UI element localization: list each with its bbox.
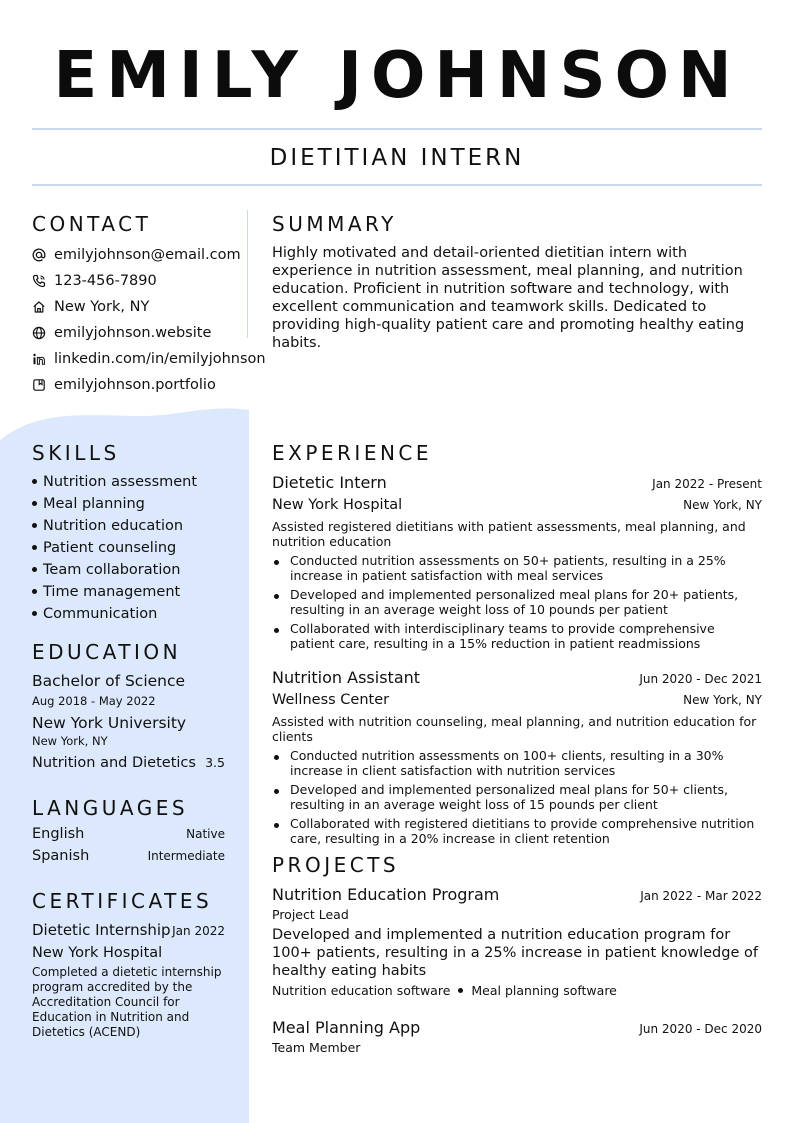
contact-phone[interactable]: [32, 268, 262, 294]
bullet-dot: [32, 567, 37, 572]
skill-label: Team collaboration: [43, 562, 181, 578]
project-entry: [272, 884, 762, 1000]
bullet-dot: [272, 587, 290, 617]
experience-entry: [272, 667, 762, 850]
job-title: Nutrition Assistant: [272, 668, 421, 687]
header-rule-bottom: [32, 184, 762, 186]
project-title: Meal Planning App: [272, 1018, 421, 1037]
job-bullets: [272, 748, 762, 846]
job-org-row: [272, 494, 762, 516]
language-item: [32, 826, 225, 848]
job-description: Assisted with nutrition counseling, meal planning, and nutrition education for clients: [272, 714, 757, 744]
job-bullet: [272, 782, 762, 812]
education-location: New York, NY: [32, 734, 108, 748]
linkedin-icon: [32, 352, 46, 366]
education-field: Nutrition and Dietetics: [32, 755, 196, 771]
job-bullet: [272, 816, 762, 846]
skill-item: [32, 515, 242, 537]
job-dates: Jun 2020 - Dec 2021: [639, 672, 762, 686]
contact-email-text: emilyjohnson@email.com: [54, 247, 241, 263]
language-name: Spanish: [32, 848, 90, 864]
job-bullet-text: Conducted nutrition assessments on 100+ clients, resulting in a 30% increase in client satisfaction with nutrition services: [290, 748, 724, 778]
contact-location-text: New York, NY: [54, 299, 150, 315]
home-icon: [32, 300, 46, 314]
at-icon: [32, 248, 46, 262]
certificate-org: New York Hospital: [32, 945, 163, 961]
projects-heading: PROJECTS: [272, 853, 400, 877]
contact-heading: CONTACT: [32, 212, 152, 236]
contact-portfolio-text: emilyjohnson.portfolio: [54, 377, 216, 393]
project-title-row: [272, 884, 762, 906]
education-entry: [32, 671, 225, 773]
contact-email[interactable]: [32, 242, 262, 268]
bullet-dot: [32, 589, 37, 594]
job-description: Assisted registered dietitians with patient assessments, meal planning, and nutrition education: [272, 519, 746, 549]
bullet-dot: [272, 782, 290, 812]
certificate-description: Completed a dietetic internship program accredited by the Accreditation Council for Education in Nutrition and Dietetics (ACEND): [32, 965, 222, 1039]
skill-label: Communication: [43, 606, 158, 622]
phone-icon: [32, 274, 46, 288]
job-bullet-text: Collaborated with registered dietitians to provide comprehensive nutrition care, resulting in a 20% increase in client retention: [290, 816, 755, 846]
skill-item: [32, 581, 242, 603]
job-bullet-text: Conducted nutrition assessments on 50+ patients, resulting in a 25% increase in patient satisfaction with meal services: [290, 553, 726, 583]
language-level: Native: [186, 827, 225, 841]
job-bullet: [272, 621, 762, 651]
education-heading: EDUCATION: [32, 640, 182, 664]
skills-heading: SKILLS: [32, 441, 120, 465]
education-dates: Aug 2018 - May 2022: [32, 694, 156, 708]
job-org-row: [272, 689, 762, 711]
skill-item: [32, 471, 242, 493]
job-title: Dietetic Intern: [272, 473, 387, 492]
job-org: New York Hospital: [272, 497, 403, 513]
job-dates: Jan 2022 - Present: [652, 477, 762, 491]
certificate-title: Dietetic Internship: [32, 921, 171, 939]
job-bullet: [272, 748, 762, 778]
project-title: Nutrition Education Program: [272, 885, 500, 904]
education-gpa: 3.5: [205, 755, 225, 770]
bullet-dot: [32, 501, 37, 506]
summary-text: Highly motivated and detail-oriented dietitian intern with experience in nutrition assessment, meal planning, and nutrition education. Proficient in nutrition software and technology, with excellent communication and teamwork skills. Dedicated to providing high-quality patient care and promoting healthy eating habits.: [272, 245, 745, 351]
candidate-role: DIETITIAN INTERN: [269, 145, 525, 171]
bullet-dot: [458, 988, 463, 993]
contact-linkedin[interactable]: [32, 346, 266, 372]
bullet-dot: [32, 611, 37, 616]
bullet-dot: [32, 523, 37, 528]
project-tools: [272, 982, 762, 1000]
globe-icon: [32, 326, 46, 340]
experience-entry: [272, 472, 762, 655]
job-bullet-text: Developed and implemented personalized meal plans for 20+ patients, resulting in an average weight loss of 10 pounds per patient: [290, 587, 739, 617]
job-title-row: [272, 472, 762, 494]
project-title-row: [272, 1017, 762, 1039]
project-dates: Jan 2022 - Mar 2022: [640, 889, 762, 903]
project-dates: Jun 2020 - Dec 2020: [639, 1022, 762, 1036]
bullet-dot: [272, 816, 290, 846]
skill-label: Nutrition education: [43, 518, 184, 534]
skill-item: [32, 537, 242, 559]
job-location: New York, NY: [683, 498, 762, 512]
bullet-dot: [32, 479, 37, 484]
bullet-dot: [32, 545, 37, 550]
skill-label: Time management: [43, 584, 181, 600]
skills-list: [32, 471, 242, 625]
certificate-title-row: [32, 920, 225, 940]
contact-website-text: emilyjohnson.website: [54, 325, 212, 341]
education-field-row: [32, 753, 225, 773]
education-school: New York University: [32, 714, 187, 732]
language-name: English: [32, 826, 85, 842]
skill-label: Meal planning: [43, 496, 145, 512]
skill-item: [32, 603, 242, 625]
summary-heading: SUMMARY: [272, 212, 397, 236]
certificate-entry: [32, 920, 225, 1040]
language-item: [32, 848, 225, 870]
contact-linkedin-text: linkedin.com/in/emilyjohnson: [54, 351, 266, 367]
skill-item: [32, 559, 242, 581]
project-tool: Meal planning software: [471, 983, 617, 998]
project-tool: Nutrition education software: [272, 983, 451, 998]
job-bullets: [272, 553, 762, 651]
contact-list: [32, 242, 266, 398]
job-bullet: [272, 553, 762, 583]
bullet-dot: [272, 748, 290, 778]
experience-heading: EXPERIENCE: [272, 441, 433, 465]
languages-heading: LANGUAGES: [32, 796, 189, 820]
skill-label: Patient counseling: [43, 540, 177, 556]
bullet-dot: [272, 553, 290, 583]
project-entry: [272, 1017, 762, 1057]
contact-website[interactable]: [32, 320, 262, 346]
certificates-heading: CERTIFICATES: [32, 889, 213, 913]
contact-location: [32, 294, 262, 320]
job-location: New York, NY: [683, 693, 762, 707]
bullet-dot: [272, 621, 290, 651]
job-title-row: [272, 667, 762, 689]
languages-list: [32, 826, 225, 870]
job-bullet: [272, 587, 762, 617]
certificate-date: Jan 2022: [172, 924, 225, 938]
contact-phone-text: 123-456-7890: [54, 273, 157, 289]
job-bullet-text: Developed and implemented personalized meal plans for 50+ clients, resulting in an average weight loss of 15 pounds per client: [290, 782, 728, 812]
project-description: Developed and implemented a nutrition education program for 100+ patients, resulting in a 25% increase in patient knowledge of healthy eating habits: [272, 927, 758, 979]
job-org: Wellness Center: [272, 692, 390, 708]
portfolio-icon: [32, 378, 46, 392]
contact-portfolio[interactable]: [32, 372, 262, 398]
skill-label: Nutrition assessment: [43, 474, 198, 490]
job-bullet-text: Collaborated with interdisciplinary teams to provide comprehensive patient care, resulting in a 15% reduction in patient readmissions: [290, 621, 715, 651]
header-rule-top: [32, 128, 762, 130]
candidate-name: EMILY JOHNSON: [53, 39, 741, 113]
education-degree: Bachelor of Science: [32, 672, 186, 690]
skill-item: [32, 493, 242, 515]
project-role: Team Member: [272, 1040, 361, 1055]
project-role: Project Lead: [272, 907, 349, 922]
language-level: Intermediate: [147, 849, 225, 863]
